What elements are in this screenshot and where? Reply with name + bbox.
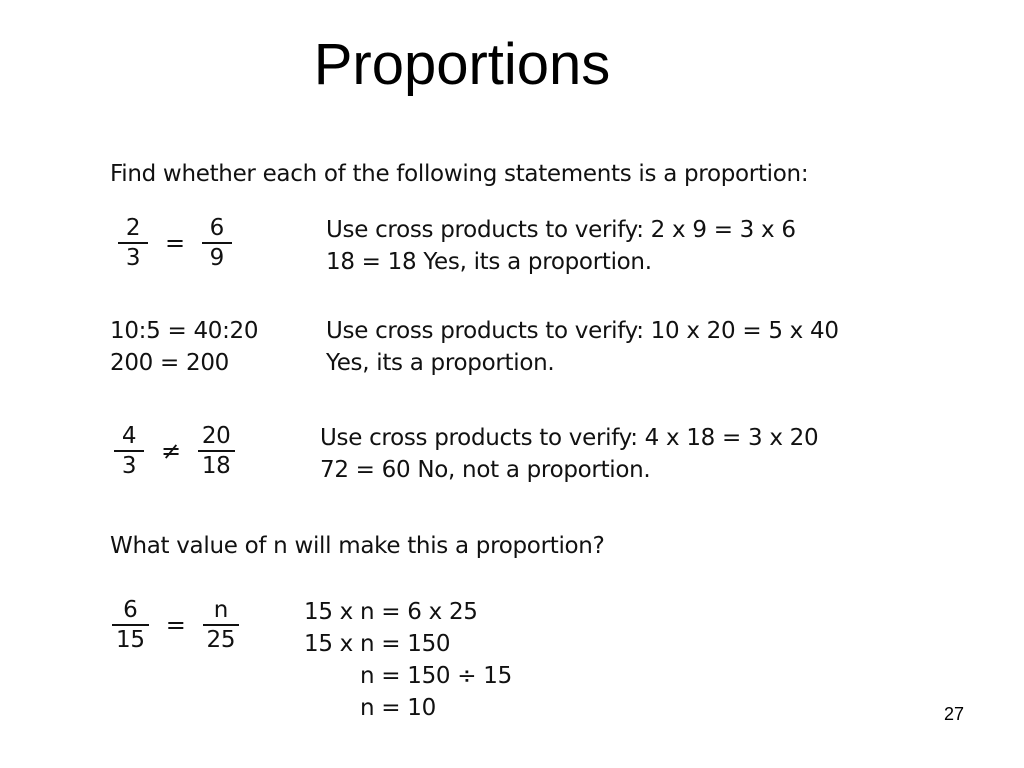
not-equal-sign: ≠ (161, 437, 181, 465)
item3-line2: 72 = 60 No, not a proportion. (320, 457, 651, 483)
item2-result: 200 = 200 (110, 350, 229, 376)
fraction-denominator: 3 (121, 453, 137, 479)
equals-sign: = (165, 611, 186, 639)
fraction-numerator: 2 (125, 215, 141, 241)
question-text: What value of n will make this a proportion? (110, 533, 605, 559)
item1-explanation (326, 214, 796, 278)
instruction-text: Find whether each of the following statements is a proportion: (110, 161, 809, 187)
fraction-denominator: 9 (209, 245, 225, 271)
item2-statement-block (110, 315, 258, 379)
fraction-denominator: 3 (125, 245, 141, 271)
item2-line1: Use cross products to verify: 10 x 20 = 5 x 40 (326, 318, 839, 344)
solution-step-3: n = 150 ÷ 15 (360, 663, 512, 689)
solution-step-1: 15 x n = 6 x 25 (304, 599, 478, 625)
item3-left-fraction (114, 422, 144, 480)
n-right-fraction (203, 596, 240, 654)
item2-line2: Yes, its a proportion. (326, 350, 555, 376)
fraction-numerator: n (213, 597, 228, 623)
page-number: 27 (943, 704, 964, 724)
fraction-numerator: 6 (209, 215, 225, 241)
item1-left-fraction (118, 214, 148, 272)
item1-right-fraction (202, 214, 232, 272)
item1-equation (118, 214, 232, 272)
item1-line2: 18 = 18 Yes, its a proportion. (326, 249, 652, 275)
equals-sign: = (165, 229, 185, 257)
fraction-denominator: 18 (201, 453, 231, 479)
n-equation (112, 596, 239, 654)
item1-line1: Use cross products to verify: 2 x 9 = 3 x 6 (326, 217, 796, 243)
item3-right-fraction (198, 422, 235, 480)
solution-step-4: n = 10 (360, 695, 436, 721)
fraction-numerator: 6 (123, 597, 138, 623)
solution-step-2: 15 x n = 150 (304, 631, 451, 657)
item2-statement: 10:5 = 40:20 (110, 318, 259, 344)
item2-explanation (326, 315, 839, 379)
item3-explanation (320, 422, 818, 486)
fraction-numerator: 20 (201, 423, 231, 449)
item3-equation (114, 422, 235, 480)
fraction-numerator: 4 (121, 423, 137, 449)
fraction-denominator: 15 (116, 627, 145, 653)
fraction-denominator: 25 (206, 627, 236, 653)
slide-title: Proportions (313, 32, 611, 97)
n-left-fraction (112, 596, 149, 654)
solution-steps (304, 596, 512, 724)
item3-line1: Use cross products to verify: 4 x 18 = 3 x 20 (320, 425, 819, 451)
